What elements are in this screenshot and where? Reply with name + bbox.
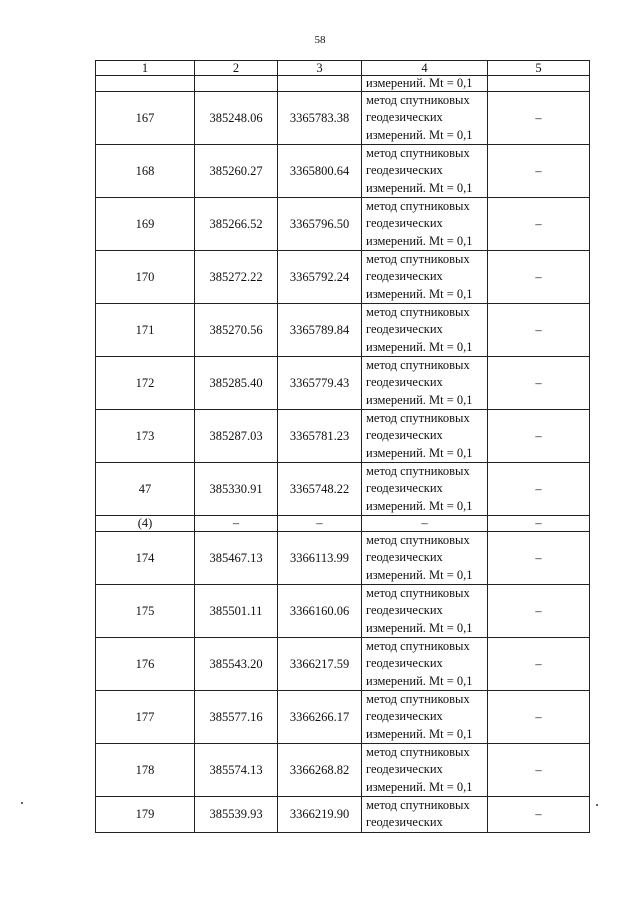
method-line-3: измерений. Mt = 0,1 — [366, 567, 473, 582]
point-number: 172 — [96, 357, 195, 410]
method-line-2: геодезических — [366, 216, 443, 231]
note: – — [488, 744, 590, 797]
method-text — [362, 744, 488, 797]
method-line-1: метод спутниковых — [366, 305, 470, 319]
point-number: 177 — [96, 691, 195, 744]
y-coordinate: 3365789.84 — [278, 304, 362, 357]
coordinates-table — [95, 60, 590, 833]
x-coordinate: 385287.03 — [195, 410, 278, 463]
x-coordinate — [195, 76, 278, 92]
note: – — [488, 304, 590, 357]
table-row — [96, 357, 590, 410]
x-coordinate: 385574.13 — [195, 744, 278, 797]
table-row — [96, 532, 590, 585]
method-line-2: геодезических — [366, 375, 443, 390]
table-row — [96, 145, 590, 198]
point-number: 167 — [96, 92, 195, 145]
method-line-2: геодезических — [366, 481, 443, 496]
point-number: 47 — [96, 463, 195, 516]
x-coordinate: 385266.52 — [195, 198, 278, 251]
continued-row — [96, 76, 590, 92]
method-text — [362, 92, 488, 145]
method-line-2: геодезических — [366, 603, 443, 618]
method-text — [362, 797, 488, 833]
y-coordinate: 3365796.50 — [278, 198, 362, 251]
header-col-4: 4 — [362, 61, 488, 76]
page-number: 58 — [314, 34, 326, 46]
y-coordinate: 3365748.22 — [278, 463, 362, 516]
header-col-5: 5 — [488, 61, 590, 76]
method-text — [362, 532, 488, 585]
x-coordinate: 385285.40 — [195, 357, 278, 410]
point-number: 169 — [96, 198, 195, 251]
note — [488, 76, 590, 92]
point-number: 171 — [96, 304, 195, 357]
method-line-3: измерений. Mt = 0,1 — [366, 620, 473, 635]
point-number: 170 — [96, 251, 195, 304]
point-number: 179 — [96, 797, 195, 833]
y-coordinate: 3365779.43 — [278, 357, 362, 410]
method-line-3: измерений. Mt = 0,1 — [366, 180, 473, 195]
header-col-2: 2 — [195, 61, 278, 76]
table-row — [96, 691, 590, 744]
table-row — [96, 198, 590, 251]
table-row — [96, 744, 590, 797]
method-text — [362, 251, 488, 304]
x-coordinate: 385577.16 — [195, 691, 278, 744]
method-line-1: метод спутниковых — [366, 586, 470, 600]
table-row — [96, 463, 590, 516]
method-text: измерений. Mt = 0,1 — [362, 76, 488, 92]
note: – — [488, 198, 590, 251]
method-line-3: измерений. Mt = 0,1 — [366, 779, 473, 794]
method-text — [362, 198, 488, 251]
table-row — [96, 585, 590, 638]
x-coordinate: 385543.20 — [195, 638, 278, 691]
method-line-2: геодезических — [366, 709, 443, 724]
x-coordinate: – — [195, 516, 278, 532]
method-text — [362, 304, 488, 357]
table-row — [96, 304, 590, 357]
note: – — [488, 516, 590, 532]
method-line-1: метод спутниковых — [366, 358, 470, 372]
method-line-1: метод спутниковых — [366, 411, 470, 425]
point-number — [96, 76, 195, 92]
header-row — [96, 61, 590, 76]
method-line-2: геодезических — [366, 269, 443, 284]
x-coordinate: 385467.13 — [195, 532, 278, 585]
method-text — [362, 638, 488, 691]
note: – — [488, 797, 590, 833]
method-line-2: геодезических — [366, 163, 443, 178]
method-line-3: измерений. Mt = 0,1 — [366, 127, 473, 142]
note: – — [488, 638, 590, 691]
header-col-3: 3 — [278, 61, 362, 76]
method-line-1: метод спутниковых — [366, 252, 470, 266]
method-text — [362, 585, 488, 638]
method-line-1: метод спутниковых — [366, 692, 470, 706]
method-text — [362, 463, 488, 516]
contour-number: (4) — [96, 516, 195, 532]
method-line-2: геодезических — [366, 762, 443, 777]
table-row — [96, 410, 590, 463]
note: – — [488, 92, 590, 145]
method-text — [362, 145, 488, 198]
table-row — [96, 251, 590, 304]
header-col-1: 1 — [96, 61, 195, 76]
method-line-2: геодезических — [366, 110, 443, 125]
point-number: 168 — [96, 145, 195, 198]
note: – — [488, 532, 590, 585]
method-text — [362, 691, 488, 744]
point-number: 176 — [96, 638, 195, 691]
method-line-3: измерений. Mt = 0,1 — [366, 392, 473, 407]
method-text — [362, 357, 488, 410]
y-coordinate: 3366268.82 — [278, 744, 362, 797]
method-text: – — [362, 516, 488, 532]
contour-separator-row — [96, 516, 590, 532]
method-line-3: измерений. Mt = 0,1 — [366, 726, 473, 741]
table-row — [96, 797, 590, 833]
x-coordinate: 385272.22 — [195, 251, 278, 304]
note: – — [488, 145, 590, 198]
y-coordinate: 3366217.59 — [278, 638, 362, 691]
method-line-1: метод спутниковых — [366, 146, 470, 160]
x-coordinate: 385270.56 — [195, 304, 278, 357]
note: – — [488, 585, 590, 638]
method-text — [362, 410, 488, 463]
point-number: 175 — [96, 585, 195, 638]
y-coordinate: 3365800.64 — [278, 145, 362, 198]
method-line-2: геодезических — [366, 656, 443, 671]
y-coordinate — [278, 76, 362, 92]
y-coordinate: 3366113.99 — [278, 532, 362, 585]
scan-speck — [21, 802, 23, 804]
method-line-2: геодезических — [366, 815, 443, 830]
method-line-3: измерений. Mt = 0,1 — [366, 233, 473, 248]
y-coordinate: – — [278, 516, 362, 532]
table-row — [96, 638, 590, 691]
method-line-1: метод спутниковых — [366, 93, 470, 107]
method-line-2: геодезических — [366, 322, 443, 337]
x-coordinate: 385501.11 — [195, 585, 278, 638]
y-coordinate: 3366266.17 — [278, 691, 362, 744]
note: – — [488, 251, 590, 304]
method-line-3: измерений. Mt = 0,1 — [366, 339, 473, 354]
method-line-3: измерений. Mt = 0,1 — [366, 673, 473, 688]
method-line-2: геодезических — [366, 550, 443, 565]
note: – — [488, 357, 590, 410]
method-line-1: метод спутниковых — [366, 639, 470, 653]
note: – — [488, 410, 590, 463]
point-number: 173 — [96, 410, 195, 463]
scan-speck — [596, 804, 598, 806]
method-line-3: измерений. Mt = 0,1 — [366, 445, 473, 460]
x-coordinate: 385330.91 — [195, 463, 278, 516]
method-line-1: метод спутниковых — [366, 199, 470, 213]
y-coordinate: 3365792.24 — [278, 251, 362, 304]
note: – — [488, 691, 590, 744]
point-number: 178 — [96, 744, 195, 797]
method-line-1: метод спутниковых — [366, 464, 470, 478]
method-line-1: метод спутниковых — [366, 533, 470, 547]
x-coordinate: 385248.06 — [195, 92, 278, 145]
method-line-1: метод спутниковых — [366, 798, 470, 812]
method-line-3: измерений. Mt = 0,1 — [366, 498, 473, 513]
method-line-1: метод спутниковых — [366, 745, 470, 759]
x-coordinate: 385260.27 — [195, 145, 278, 198]
y-coordinate: 3366219.90 — [278, 797, 362, 833]
table-row — [96, 92, 590, 145]
method-line-2: геодезических — [366, 428, 443, 443]
method-line-3: измерений. Mt = 0,1 — [366, 286, 473, 301]
x-coordinate: 385539.93 — [195, 797, 278, 833]
note: – — [488, 463, 590, 516]
point-number: 174 — [96, 532, 195, 585]
y-coordinate: 3365781.23 — [278, 410, 362, 463]
y-coordinate: 3366160.06 — [278, 585, 362, 638]
y-coordinate: 3365783.38 — [278, 92, 362, 145]
